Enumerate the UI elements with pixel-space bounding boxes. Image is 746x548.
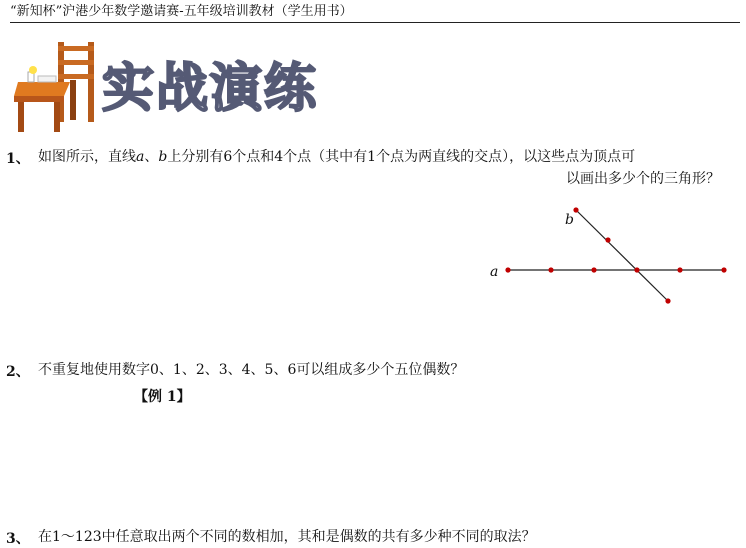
point-a5 [677, 267, 682, 272]
q3-range: 1～123 [52, 529, 102, 545]
question-1-number: 1、 [6, 151, 30, 167]
point-b2 [605, 237, 610, 242]
q1-count-1: 6 [223, 149, 233, 165]
q2-text-a: 不重复地使用数字 [38, 362, 150, 378]
q3-text-a: 在 [38, 529, 52, 545]
point-a6 [721, 267, 726, 272]
line-b [576, 210, 668, 301]
question-1-line-1 [38, 147, 635, 167]
question-3-text [38, 527, 536, 547]
q1-text-a: 如图所示，直线 [38, 149, 136, 165]
diagram-label-b: b [565, 212, 574, 228]
lines-diagram [486, 204, 736, 314]
point-intersection [634, 267, 639, 272]
header-title: “新知杯”沪港少年数学邀请赛-五年级培训教材（学生用书） [10, 4, 353, 19]
q1-text-d: 个点（其中有1个点为两直线的交点），以这些点为顶点可 [283, 149, 636, 165]
q1-var-a: a [136, 149, 145, 165]
question-1-line-2: 以画出多少个的三角形？ [566, 171, 720, 187]
diagram-label-a: a [490, 264, 499, 280]
point-a2 [548, 267, 553, 272]
q2-text-b: 可以组成多少个五位偶数？ [296, 362, 465, 378]
points [505, 207, 726, 303]
q2-digits: 0、1、2、3、4、5、6 [150, 362, 297, 378]
question-3-number: 3、 [6, 531, 30, 547]
question-2-number: 2、 [6, 364, 30, 380]
q1-text-b: 上分别有 [167, 149, 224, 165]
page-header [10, 4, 740, 23]
q1-sep: 、 [144, 149, 159, 165]
point-a3 [591, 267, 596, 272]
q3-text-b: 中任意取出两个不同的数相加，其和是偶数的共有多少种不同的取法？ [101, 529, 536, 545]
desk-chair-icon [14, 42, 94, 132]
point-b1 [573, 207, 578, 212]
practice-banner [14, 38, 334, 134]
point-b4 [665, 298, 670, 303]
banner-title: 实战演练 [102, 59, 319, 119]
q1-text-c: 个点和 [232, 149, 275, 165]
example-label: 【例 1】 [134, 389, 191, 405]
q1-var-b: b [158, 149, 168, 165]
question-2-text [38, 360, 464, 380]
q1-count-2: 4 [274, 149, 284, 165]
point-a1 [505, 267, 510, 272]
